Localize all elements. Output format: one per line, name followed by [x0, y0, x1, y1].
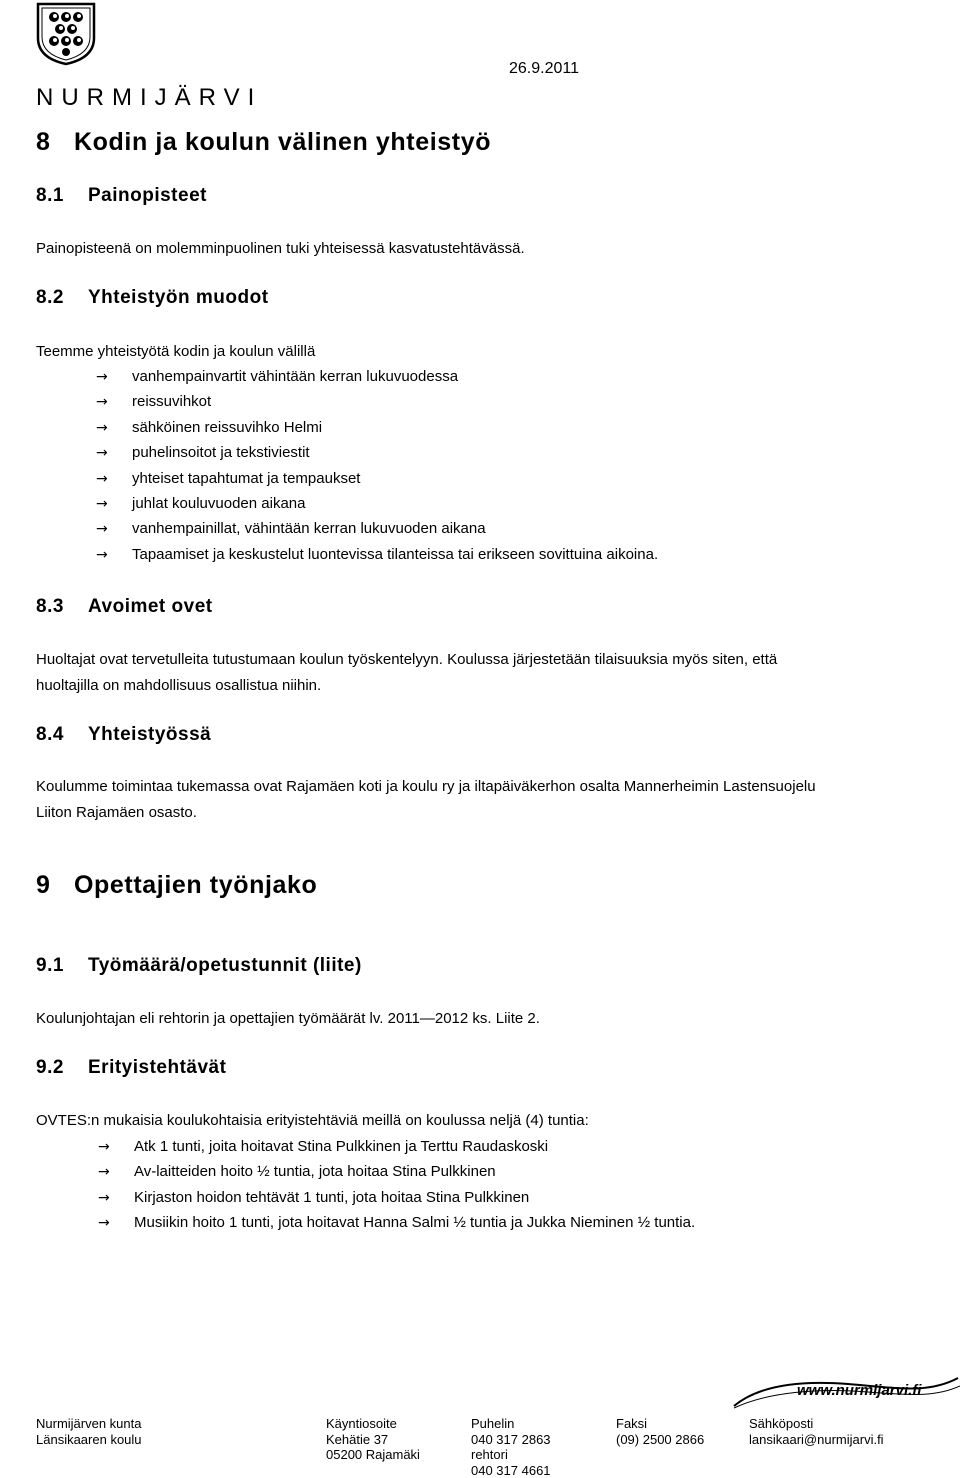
section-title: Opettajien työnjako — [74, 871, 318, 899]
list-item: → vanhempainillat, vähintään kerran lukuvuoden aikana — [96, 516, 658, 541]
subsection-title: Työmäärä/opetustunnit (liite) — [88, 955, 362, 976]
arrow-bullet-icon: → — [98, 1189, 110, 1206]
subsection-8-3-heading — [36, 596, 213, 618]
list-item: → Atk 1 tunti, joita hoitavat Stina Pulkkinen ja Terttu Raudaskoski — [98, 1134, 695, 1159]
subsection-number: 8.4 — [36, 724, 64, 745]
website-link[interactable]: www.nurmijarvi.fi — [797, 1382, 922, 1399]
logo-wordmark: NURMIJÄRVI — [36, 84, 263, 111]
municipality-crest-logo — [34, 2, 98, 66]
paragraph: Painopisteenä on molemminpuolinen tuki yhteisessä kasvatustehtävässä. — [36, 240, 525, 257]
subsection-number: 8.3 — [36, 596, 64, 617]
arrow-bullet-icon: → — [96, 369, 108, 385]
arrow-bullet-icon: → — [96, 546, 108, 563]
section-number: 9 — [36, 871, 51, 899]
section-title: Kodin ja koulun välinen yhteistyö — [74, 128, 492, 156]
subsection-title: Avoimet ovet — [88, 596, 213, 617]
paragraph-line: Huoltajat ovat tervetulleita tutustumaan koulun työskentelyyn. Koulussa järjestetään tilaisuuksia myös siten, että — [36, 651, 778, 668]
arrow-bullet-icon: → — [96, 521, 108, 538]
subsection-number: 9.2 — [36, 1057, 64, 1078]
list-item: → puhelinsoitot ja tekstiviestit — [96, 440, 658, 465]
section-9-heading — [36, 871, 317, 900]
subsection-title: Yhteistyössä — [88, 724, 212, 745]
paragraph-line: Liiton Rajamäen osasto. — [36, 804, 197, 821]
section-number: 8 — [36, 128, 51, 156]
list-item: → yhteiset tapahtumat ja tempaukset — [96, 466, 658, 491]
list-item: → Tapaamiset ja keskustelut luontevissa tilanteissa tai erikseen sovittuina aikoina. — [96, 542, 658, 567]
section-8-heading — [36, 128, 491, 157]
subsection-9-1-heading — [36, 955, 362, 977]
footer-organization: Nurmijärven kunta Länsikaaren koulu — [36, 1416, 142, 1447]
footer-visiting-address: Käyntiosoite Kehätie 37 05200 Rajamäki — [326, 1416, 420, 1462]
arrow-bullet-icon: → — [96, 419, 108, 436]
list-item: → juhlat kouluvuoden aikana — [96, 491, 658, 516]
list-item: → sähköinen reissuvihko Helmi — [96, 415, 658, 440]
subsection-number: 8.2 — [36, 287, 64, 308]
list-item: → Av-laitteiden hoito ½ tuntia, jota hoitaa Stina Pulkkinen — [98, 1159, 695, 1184]
footer-fax: Faksi (09) 2500 2866 — [616, 1416, 705, 1447]
arrow-bullet-icon: → — [96, 445, 108, 462]
arrow-bullet-icon: → — [98, 1139, 110, 1155]
list-item: → Kirjaston hoidon tehtävät 1 tunti, jota hoitaa Stina Pulkkinen — [98, 1185, 695, 1210]
paragraph: Teemme yhteistyötä kodin ja koulun välillä — [36, 343, 316, 360]
arrow-bullet-icon: → — [96, 470, 108, 487]
subsection-number: 9.1 — [36, 955, 64, 976]
arrow-bullet-icon: → — [96, 495, 108, 512]
cooperation-forms-list — [96, 364, 658, 567]
subsection-title: Yhteistyön muodot — [88, 287, 269, 308]
list-item: → vanhempainvartit vähintään kerran lukuvuodessa — [96, 364, 658, 389]
list-item: → Musiikin hoito 1 tunti, jota hoitavat Hanna Salmi ½ tuntia ja Jukka Nieminen ½ tuntia. — [98, 1210, 695, 1235]
arrow-bullet-icon: → — [98, 1164, 110, 1181]
subsection-title: Painopisteet — [88, 185, 207, 206]
subsection-number: 8.1 — [36, 185, 64, 206]
arrow-bullet-icon: → — [98, 1215, 110, 1232]
arrow-bullet-icon: → — [96, 394, 108, 411]
paragraph-line: huoltajilla on mahdollisuus osallistua niihin. — [36, 677, 322, 694]
paragraph-line: Koulumme toimintaa tukemassa ovat Rajamäen koti ja koulu ry ja iltapäiväkerhon osalta Mannerheimin Lastensuojelu — [36, 778, 816, 795]
paragraph: OVTES:n mukaisia koulukohtaisia erityistehtäviä meillä on koulussa neljä (4) tuntia: — [36, 1112, 589, 1129]
subsection-8-1-heading — [36, 185, 207, 207]
subsection-8-4-heading — [36, 724, 211, 746]
email-link[interactable]: lansikaari@nurmijarvi.fi — [749, 1431, 884, 1447]
subsection-title: Erityistehtävät — [88, 1057, 227, 1078]
subsection-8-2-heading — [36, 287, 269, 309]
footer-email: Sähköposti lansikaari@nurmijarvi.fi — [749, 1416, 884, 1447]
list-item: → reissuvihkot — [96, 389, 658, 414]
footer-phone: Puhelin 040 317 2863 rehtori 040 317 4661 — [471, 1416, 551, 1478]
subsection-9-2-heading — [36, 1057, 226, 1079]
special-duties-list — [98, 1134, 695, 1236]
document-date: 26.9.2011 — [509, 60, 579, 77]
paragraph: Koulunjohtajan eli rehtorin ja opettajien työmäärät lv. 2011—2012 ks. Liite 2. — [36, 1010, 540, 1027]
